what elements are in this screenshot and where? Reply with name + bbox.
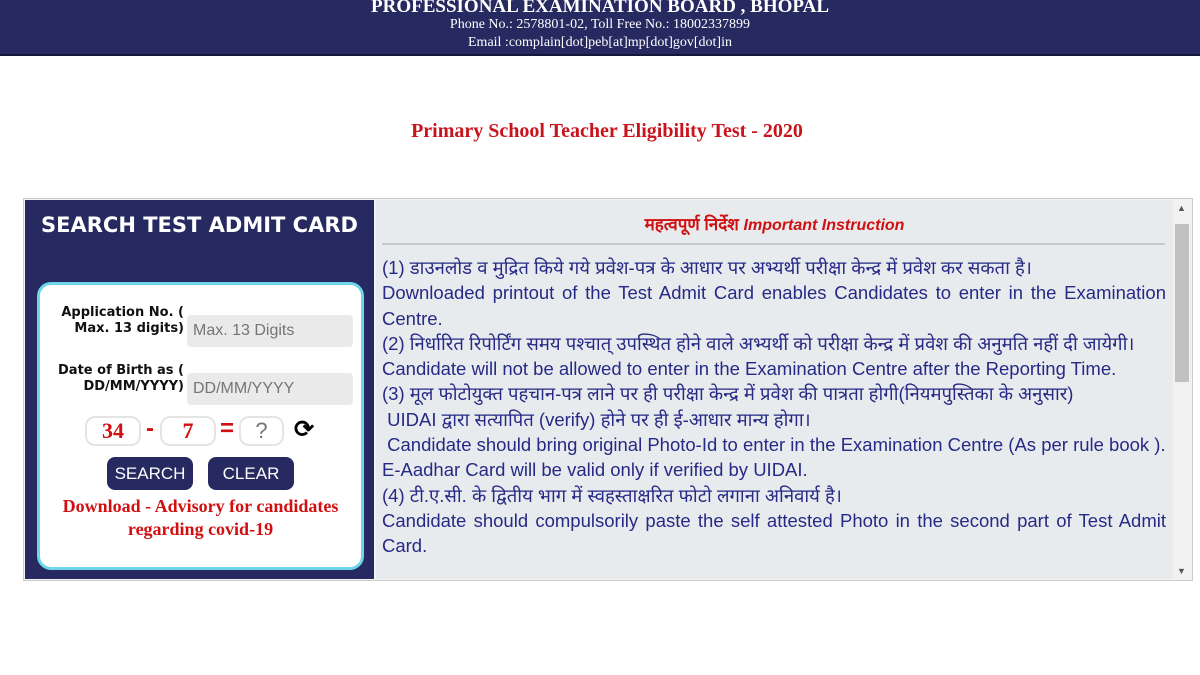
captcha-answer-input[interactable]: [239, 416, 284, 446]
scrollbar[interactable]: [1173, 200, 1191, 579]
scroll-down-icon[interactable]: ▼: [1177, 566, 1186, 576]
advisory-link-text[interactable]: Download - Advisory for candidates regarding covid-19: [62, 496, 339, 539]
instruction-list: [376, 255, 1173, 559]
page-title: Primary School Teacher Eligibility Test - 2020: [411, 120, 803, 142]
search-form: [37, 282, 364, 570]
instruction-line: Downloaded printout of the Test Admit Card enables Candidates to enter in the Examination Centre.: [382, 282, 1166, 329]
instruction-line: (3) मूल फोटोयुक्त पहचान-पत्र लाने पर ही परीक्षा केन्द्र में प्रवेश की पात्रता होगी(नियमपुस्तिका के अनुसार): [382, 383, 1074, 405]
main-panel: [23, 198, 1193, 581]
dob-input[interactable]: [187, 373, 353, 405]
instructions-heading: [376, 212, 1173, 235]
org-name: PROFESSIONAL EXAMINATION BOARD , BHOPAL: [371, 0, 829, 17]
instructions-panel: [376, 200, 1173, 579]
email-info: Email :complain[dot]peb[at]mp[dot]gov[dot]in: [468, 35, 732, 50]
instruction-line: Candidate should compulsorily paste the self attested Photo in the second part of Test Admit Card.: [382, 509, 1166, 557]
instruction-line: (4) टी.ए.सी. के द्वितीय भाग में स्वहस्ताक्षरित फोटो लगाना अनिवार्य है।: [382, 484, 842, 506]
captcha-equals: =: [220, 415, 235, 442]
refresh-icon[interactable]: ⟳: [294, 416, 315, 443]
scrollbar-thumb[interactable]: [1175, 224, 1189, 382]
instruction-line: Candidate will not be allowed to enter in the Examination Centre after the Reporting Time.: [382, 358, 1117, 380]
scroll-up-icon[interactable]: ▲: [1177, 203, 1186, 213]
heading-hindi: महत्वपूर्ण निर्देश: [644, 215, 739, 234]
search-panel: [25, 200, 374, 579]
app-no-label: Application No. ( Max. 13 digits): [61, 305, 184, 336]
phone-info: Phone No.: 2578801-02, Toll Free No.: 18002337899: [449, 17, 751, 32]
app-no-input[interactable]: [187, 315, 353, 347]
instruction-line: E-Aadhar Card will be valid only if verified by UIDAI.: [382, 459, 808, 481]
instruction-line: (2) निर्धारित रिपोर्टिंग समय पश्चात् उपस्थित होने वाले अभ्यर्थी को परीक्षा केन्द्र में प्रवेश की अनुमति नहीं दी जायेगी।: [382, 332, 1135, 354]
captcha-a: 34: [85, 416, 141, 446]
advisory-link[interactable]: [40, 495, 361, 541]
captcha-operator: -: [146, 415, 154, 442]
instruction-line: Candidate should bring original Photo-Id to enter in the Examination Centre (As per rule book ).: [382, 434, 1166, 456]
divider: [382, 243, 1165, 245]
search-heading: SEARCH TEST ADMIT CARD: [41, 213, 358, 237]
heading-english: Important Instruction: [743, 217, 905, 234]
instruction-line: UIDAI द्वारा सत्यापित (verify) होने पर ही ई-आधार मान्य होगा।: [382, 408, 811, 430]
search-button[interactable]: SEARCH: [107, 457, 193, 490]
instruction-line: (1) डाउनलोड व मुद्रित किये गये प्रवेश-पत्र के आधार पर अभ्यर्थी परीक्षा केन्द्र में प्रवेश कर सकता है।: [382, 257, 1032, 278]
site-header: [0, 0, 1200, 56]
captcha-b: 7: [160, 416, 216, 446]
clear-button[interactable]: CLEAR: [208, 457, 294, 490]
dob-label: Date of Birth as ( DD/MM/YYYY): [58, 363, 184, 394]
